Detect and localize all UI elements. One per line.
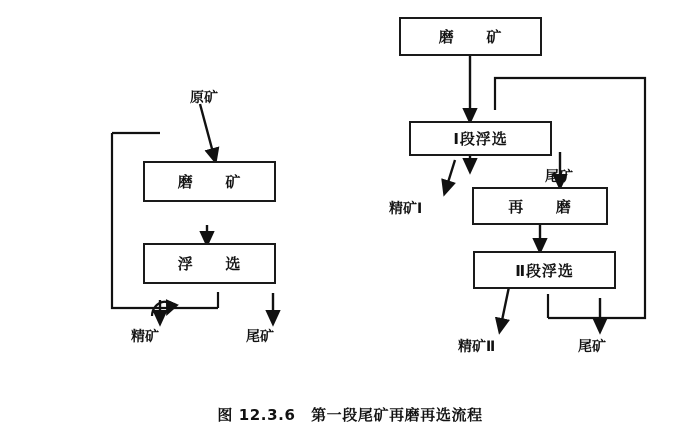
left-box-flotation-label: 浮 选 — [177, 255, 242, 273]
left-box-grind-label: 磨 矿 — [177, 173, 242, 191]
right-label-final-tailings: 尾矿 — [578, 339, 606, 355]
left-box-grind — [143, 161, 276, 202]
right-box-flotation-2-label: Ⅱ段浮选 — [515, 261, 574, 280]
figure-caption: 图 12.3.6 第一段尾矿再磨再选流程 — [217, 406, 483, 424]
right-box-regrind — [472, 187, 608, 225]
right-label-concentrate-1: 精矿Ⅰ — [389, 201, 423, 217]
right-box-grind — [399, 17, 542, 56]
right-label-concentrate-2: 精矿Ⅱ — [458, 339, 496, 355]
right-box-grind-label: 磨 矿 — [438, 28, 503, 46]
left-box-flotation — [143, 243, 276, 284]
right-box-flotation-1 — [409, 121, 552, 156]
left-label-concentrate: 精矿 — [131, 329, 159, 345]
right-box-flotation-1-label: Ⅰ段浮选 — [453, 130, 508, 148]
left-label-feed: 原矿 — [190, 90, 218, 106]
right-box-regrind-label: 再 磨 — [508, 197, 572, 216]
left-label-tailings: 尾矿 — [246, 329, 274, 345]
right-label-middling-tailings: 尾矿 — [545, 169, 573, 185]
left-solid-arrows — [200, 104, 273, 322]
right-box-flotation-2 — [473, 251, 616, 289]
